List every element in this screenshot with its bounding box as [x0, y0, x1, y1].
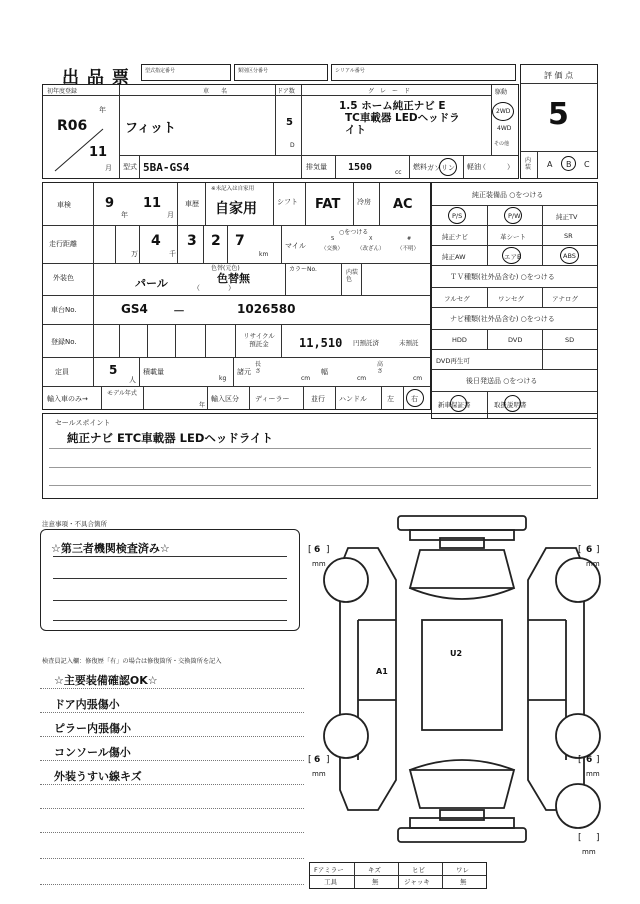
equipment-table: [431, 182, 598, 419]
mileage-mark-label: ○をつける: [339, 229, 369, 236]
docs-header: 後日発送品 ○をつける: [466, 377, 538, 385]
tread-rl-unit: mm: [312, 770, 326, 778]
import-dealer: ディーラー: [255, 395, 290, 403]
tv-fullseg: フルセグ: [444, 295, 470, 303]
navi-dvd-play: DVD再生可: [436, 357, 470, 365]
equipment-header: 純正装備品 ○をつける: [472, 191, 544, 199]
docs-manual-circle: [504, 395, 521, 412]
load-label: 積載量: [143, 368, 164, 376]
chassis-number: 1026580: [237, 302, 296, 316]
reg-month: 11: [89, 145, 108, 160]
equip-navi: 純正ナビ: [442, 233, 468, 241]
docs-warranty-circle: [450, 395, 467, 412]
size-label: 諸元: [237, 368, 251, 376]
equip-tv: 純正TV: [556, 213, 578, 221]
fuel-circle: [439, 158, 457, 176]
history-note: ※未記入は自家用: [211, 186, 255, 192]
cooling-value: AC: [393, 197, 413, 212]
recycle-label: リサイクル預託金: [243, 332, 275, 348]
navi-dvd: DVD: [508, 336, 523, 344]
mileage-opt-s-sub: （交換）: [321, 246, 344, 252]
serial-box: [331, 64, 516, 81]
tread-fr-unit: mm: [586, 560, 600, 568]
sales-label: セールスポイント: [55, 419, 111, 427]
handle-label: ハンドル: [339, 395, 367, 403]
regno-label: 登録No.: [51, 338, 77, 346]
width-label: 幅: [321, 368, 328, 376]
svg-text:]: ]: [596, 545, 600, 555]
repaint-value: 色替無: [217, 272, 250, 285]
notes-label: 注意事項・不具合箇所: [42, 520, 107, 528]
navi-sd: SD: [565, 336, 575, 344]
model-year-label: モデル年式: [107, 390, 137, 397]
equip-aw: 純正AW: [442, 253, 466, 261]
mileage-opt-x: X: [369, 236, 373, 242]
load-unit: kg: [219, 375, 227, 382]
score-label: 評 価 点: [544, 71, 574, 80]
mileage-label: 走行距離: [49, 240, 77, 248]
tread-fl-unit: mm: [312, 560, 326, 568]
grade-label: グ レ ー ド: [368, 88, 411, 95]
color-label: 外装色: [53, 274, 74, 282]
reg-era: R06: [57, 118, 88, 134]
inspector-notes: [40, 666, 304, 891]
tread-fr: 6: [586, 545, 593, 555]
drive-other: その他: [494, 141, 510, 147]
diesel-label: 軽油: [467, 163, 481, 171]
doors-label: ドア数: [277, 88, 295, 95]
recycle-value: 11,510: [299, 336, 343, 350]
mileage-opt-s: S: [331, 236, 335, 242]
chassis-prefix: GS4: [121, 302, 148, 316]
designation-box: [141, 64, 231, 81]
model-value: 5BA-GS4: [143, 161, 190, 174]
mileage-digit-4: 7: [235, 233, 245, 249]
inspect-month: 11: [143, 196, 162, 211]
mileage-digit-2: 3: [187, 233, 197, 249]
color-value: パール: [135, 277, 168, 290]
damage-mark-a1: A1: [376, 667, 388, 676]
serial-label: シリアル番号: [335, 68, 365, 74]
reg-month-unit: 月: [105, 164, 112, 172]
mileage-opt-x-sub: （改ざん）: [357, 246, 385, 252]
repaint-paren: （ ）: [193, 284, 235, 292]
first-reg-label: 初年度登録: [47, 88, 78, 95]
import-type-label: 輸入区分: [211, 395, 239, 403]
import-parallel: 並行: [311, 395, 325, 403]
equip-sr: SR: [564, 232, 573, 240]
history-label: 車歴: [185, 200, 199, 208]
score-box: [520, 64, 598, 179]
mile-label: マイル: [285, 242, 306, 250]
docs-warranty: 新車保証書: [438, 401, 471, 409]
doors-value: 5: [286, 117, 293, 128]
equip-pw-circle: [504, 207, 522, 224]
import-label: 輸入車のみ→: [47, 395, 88, 403]
fuel-label: 燃料: [413, 163, 427, 171]
capacity-unit: 人: [129, 376, 136, 384]
interior-c: C: [584, 160, 590, 169]
handle-right-circle: [406, 389, 424, 407]
inspect-year-unit: 年: [121, 211, 128, 219]
car-damage-diagram: [300, 510, 620, 855]
inspect-label: 車検: [57, 201, 71, 209]
mileage-digit-1: 4: [151, 233, 161, 249]
svg-text:[: [: [578, 545, 582, 555]
repaint-label: 色替(元色): [211, 265, 240, 272]
category-box: [234, 64, 328, 81]
inspector-line-3: ピラー内張傷小: [54, 722, 131, 735]
color-code-label: カラーNo.: [289, 266, 317, 273]
svg-text:[: [: [308, 545, 312, 555]
tread-rr-unit: mm: [586, 770, 600, 778]
tread-spare-unit: mm: [582, 848, 596, 855]
sales-point-box: [42, 413, 598, 499]
car-name: フィット: [125, 121, 176, 136]
inspector-line-1: ☆主要装備確認OK☆: [54, 674, 158, 687]
navi-header: ナビ種類(社外品含む) ○をつける: [450, 315, 555, 323]
tools-value-2: 無: [372, 878, 379, 886]
tools-value-1: 工具: [324, 878, 337, 886]
svg-text:]: ]: [596, 833, 600, 843]
notes-box: [40, 529, 300, 631]
registration-block: [42, 84, 519, 179]
docs-manual: 取扱説明書: [494, 401, 527, 409]
grade-line-3: イト: [345, 124, 366, 136]
model-label: 型式: [123, 163, 137, 171]
tools-table: [309, 862, 487, 889]
fuel-value: ガソリン: [427, 164, 455, 172]
tv-analog: アナログ: [552, 295, 578, 303]
displacement-label: 排気量: [306, 163, 327, 171]
grade-line-1: 1.5 ホーム純正ナビ E: [339, 100, 446, 112]
navi-hdd: HDD: [452, 336, 467, 344]
mileage-man: 万: [131, 250, 138, 258]
model-year-unit: 年: [199, 402, 206, 409]
svg-text:]: ]: [326, 755, 330, 765]
mileage-opt-f: #: [407, 236, 412, 242]
chassis-dash: －: [173, 304, 186, 318]
mileage-digit-3: 2: [211, 233, 221, 249]
drive-label: 駆動: [495, 89, 508, 96]
equip-pw: P/W: [508, 212, 521, 220]
equip-ps: P/S: [452, 212, 463, 220]
cooling-label: 冷房: [357, 198, 371, 206]
svg-text:[: [: [578, 833, 582, 843]
drive-2wd: 2WD: [496, 108, 511, 115]
length-unit: cm: [301, 375, 311, 382]
equip-airbag-circle: [502, 247, 521, 264]
tools-header-4: ワレ: [456, 866, 469, 874]
equip-abs-circle: [560, 247, 579, 264]
grade-text: [339, 100, 489, 136]
equip-airbag: エアB: [504, 253, 522, 261]
interior-b-circle: [561, 156, 576, 171]
drive-4wd: 4WD: [497, 125, 512, 132]
damage-mark-u2: U2: [450, 649, 463, 658]
drive-2wd-circle: [492, 102, 514, 121]
interior-color-label: 内装色: [346, 269, 359, 283]
capacity-value: 5: [109, 363, 118, 377]
mileage-opt-f-sub: （不明）: [397, 246, 420, 252]
tread-fl: 6: [314, 545, 321, 555]
tread-rr: 6: [586, 755, 593, 765]
history-value: 自家用: [215, 201, 257, 217]
handle-left: 左: [387, 395, 394, 403]
tv-header: ＴＶ種類(社外品含む) ○をつける: [450, 273, 555, 281]
svg-text:[: [: [308, 755, 312, 765]
diesel-paren: （ ）: [479, 163, 514, 171]
notes-line-1: ☆第三者機関検査済み☆: [51, 542, 170, 555]
equip-leather: 革シート: [500, 233, 526, 241]
tools-value-4: 無: [460, 878, 467, 886]
tools-header-3: ヒビ: [412, 866, 425, 874]
grade-line-2: TC車載器 LEDヘッドラ: [345, 112, 460, 124]
doors-suffix: D: [290, 142, 295, 149]
cc-unit: cc: [395, 169, 402, 176]
tread-rl: 6: [314, 755, 321, 765]
inspector-label: 検査員記入欄：修復歴「有」の場合は修復箇所・交換箇所を記入: [42, 658, 222, 665]
sales-text: 純正ナビ ETC車載器 LEDヘッドライト: [67, 431, 274, 445]
width-unit: cm: [357, 375, 367, 382]
height-unit: cm: [413, 375, 423, 382]
tools-header-2: キズ: [368, 866, 381, 874]
vehicle-details-table: [42, 182, 431, 410]
recycle-status: 円預託済: [353, 339, 379, 347]
height-label: 高さ: [377, 361, 384, 375]
svg-text:[: [: [578, 755, 582, 765]
interior-b: B: [566, 160, 572, 169]
score-value: 5: [548, 97, 569, 132]
mileage-km: km: [259, 251, 269, 258]
interior-label: 内装: [525, 157, 532, 171]
mileage-sen: 千: [169, 250, 176, 258]
tv-oneseg: ワンセグ: [498, 295, 524, 303]
displacement-value: 1500: [348, 162, 373, 173]
inspect-month-unit: 月: [167, 211, 174, 219]
equip-abs: ABS: [563, 252, 576, 260]
tools-header-1: Fアミラー: [314, 866, 344, 874]
interior-a: A: [547, 160, 553, 169]
svg-text:]: ]: [326, 545, 330, 555]
reg-year-unit: 年: [99, 106, 106, 114]
chassis-label: 車台No.: [51, 306, 77, 314]
shift-label: シフト: [277, 198, 298, 206]
inspect-year: 9: [105, 196, 115, 211]
handle-right: 右: [411, 395, 418, 403]
length-label: 長さ: [255, 361, 262, 375]
tools-value-3: ジャッキ: [404, 878, 430, 886]
capacity-label: 定員: [55, 368, 69, 376]
inspector-line-4: コンソール傷小: [54, 746, 131, 759]
designation-label: 型式指定番号: [145, 68, 176, 74]
car-name-label: 車 名: [203, 88, 228, 95]
svg-text:]: ]: [596, 755, 600, 765]
equip-ps-circle: [448, 207, 466, 224]
form-title: 出 品 票: [62, 68, 130, 88]
recycle-unpaid: 未預託: [399, 339, 419, 347]
inspector-line-5: 外装うすい線キズ: [54, 770, 142, 783]
shift-value: FAT: [315, 197, 341, 212]
inspector-line-2: ドア内張傷小: [54, 698, 120, 711]
category-label: 類別区分番号: [238, 68, 269, 74]
